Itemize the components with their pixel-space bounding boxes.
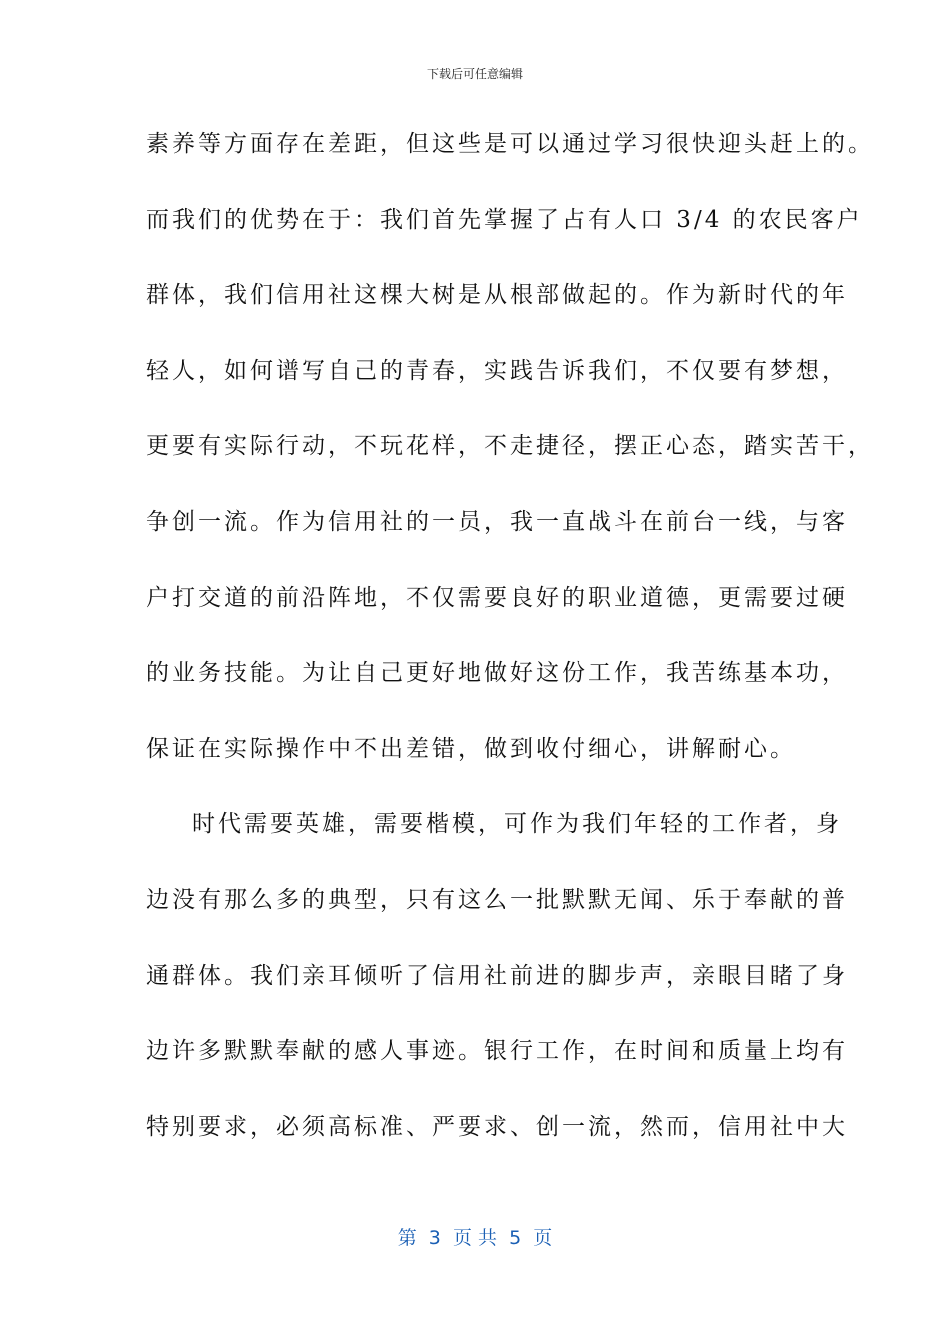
text-line: 边没有那么多的典型，只有这么一批默默无闻、乐于奉献的普 [146, 886, 848, 913]
page-number-footer [0, 1224, 950, 1252]
paragraph-start-line: 时代需要英雄，需要楷模，可作为我们年轻的工作者，身 [192, 811, 842, 838]
text-line: 而我们的优势在于：我们首先掌握了占有人口 3/4 的农民客户 [146, 206, 863, 233]
text-line: 群体，我们信用社这棵大树是从根部做起的。作为新时代的年 [146, 282, 848, 309]
text-line: 边许多默默奉献的感人事迹。银行工作，在时间和质量上均有 [146, 1038, 848, 1065]
text-line: 通群体。我们亲耳倾听了信用社前进的脚步声，亲眼目睹了身 [146, 962, 848, 989]
page-header-note: 下载后可任意编辑 [426, 67, 523, 81]
text-line: 素养等方面存在差距，但这些是可以通过学习很快迎头赶上的。 [146, 131, 874, 157]
text-line: 特别要求，必须高标准、严要求、创一流，然而，信用社中大 [146, 1113, 848, 1140]
text-line: 更要有实际行动，不玩花样，不走捷径，摆正心态，踏实苦干， [146, 433, 874, 460]
text-line: 保证在实际操作中不出差错，做到收付细心，讲解耐心。 [146, 735, 796, 762]
text-line: 的业务技能。为让自己更好地做好这份工作，我苦练基本功， [146, 660, 848, 687]
text-line: 轻人，如何谱写自己的青春，实践告诉我们，不仅要有梦想， [146, 357, 848, 384]
page-number-label: 第 3 页 共 5 页 [397, 1227, 553, 1249]
document-body [146, 124, 874, 1182]
text-line: 户打交道的前沿阵地，不仅需要良好的职业道德，更需要过硬 [146, 584, 848, 611]
text-line: 争创一流。作为信用社的一员，我一直战斗在前台一线，与客 [146, 508, 848, 535]
